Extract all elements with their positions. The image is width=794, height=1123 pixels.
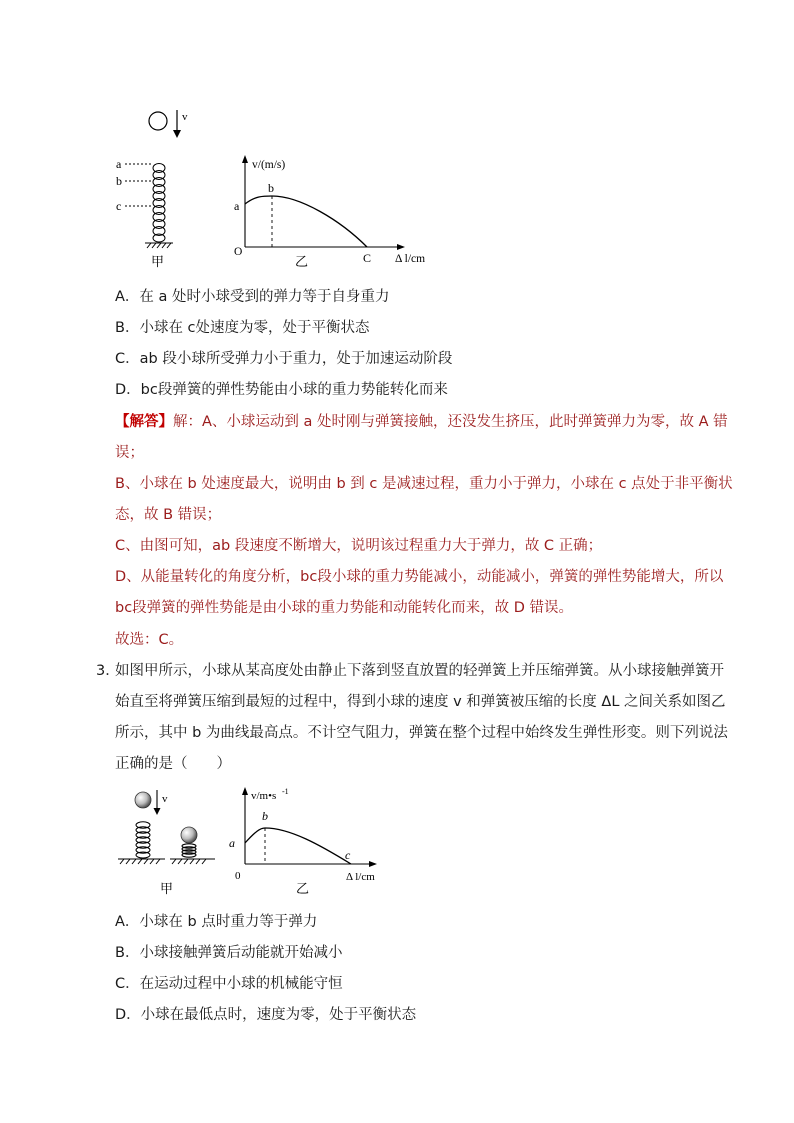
q2-answer-line-3: B、小球在 b 处速度最大，说明由 b 到 c 是减速过程，重力小于弹力，小球在 c 点处于非平衡状 bbox=[115, 476, 733, 492]
fig1-label-a: a bbox=[116, 157, 122, 171]
q3-down-arrow-icon bbox=[154, 808, 161, 815]
q2-option-c[interactable] bbox=[115, 349, 452, 369]
q2-option-a-text: 在 a 处时小球受到的弹力等于自身重力 bbox=[139, 289, 390, 305]
q3-option-b-text: 小球接触弹簧后动能就开始减小 bbox=[139, 945, 343, 961]
relaxed-spring-icon bbox=[136, 822, 150, 858]
q2-answer-line-2: 误； bbox=[115, 445, 144, 461]
q2-answer-line-4: 态，故 B 错误； bbox=[115, 507, 222, 523]
ball-icon bbox=[149, 112, 167, 130]
q2-answer-line-1 bbox=[115, 412, 728, 432]
fig1-label-c: c bbox=[116, 199, 122, 213]
fig2-y-axis-exp: -1 bbox=[282, 787, 289, 796]
q3-stem-line-3: 所示，其中 b 为曲线最高点。不计空气阻力，弹簧在整个过程中始终发生弹性形变。则下列说法 bbox=[115, 725, 728, 741]
q3-option-c-text: 在运动过程中小球的机械能守恒 bbox=[139, 976, 343, 992]
fig1-caption-right: 乙 bbox=[295, 254, 309, 269]
q2-option-a[interactable] bbox=[115, 287, 390, 307]
q3-stem-line-2: 始直至将弹簧压缩到最短的过程中，得到小球的速度 v 和弹簧被压缩的长度 ΔL 之间关系如图乙 bbox=[115, 694, 726, 710]
figure-2 bbox=[110, 780, 395, 900]
q3-option-d-text: 小球在最低点时，速度为零，处于平衡状态 bbox=[140, 1007, 417, 1023]
ground-icon bbox=[145, 243, 173, 248]
fig2-y-axis-label: v/m•s bbox=[251, 790, 277, 802]
q2-option-b-text: 小球在 c处速度为零，处于平衡状态 bbox=[139, 320, 370, 336]
q3-option-c[interactable] bbox=[115, 974, 343, 994]
fig2-caption-left: 甲 bbox=[160, 881, 174, 896]
fig2-peak-label: b bbox=[262, 809, 268, 823]
fig1-velocity-label: v bbox=[182, 111, 188, 123]
fig1-x-axis-label: Δ l/cm bbox=[395, 253, 426, 265]
fig2-chart bbox=[229, 787, 377, 896]
fig1-label-b: b bbox=[116, 174, 122, 188]
q2-option-d[interactable] bbox=[115, 380, 448, 400]
q3-option-a[interactable] bbox=[115, 912, 317, 932]
spring-icon bbox=[153, 164, 165, 243]
q3-option-a-text: 小球在 b 点时重力等于弹力 bbox=[139, 914, 318, 930]
q2-option-c-text: ab 段小球所受弹力小于重力，处于加速运动阶段 bbox=[139, 351, 453, 367]
q3-number: 3． bbox=[96, 663, 120, 679]
q3-stem-line-1: 如图甲所示，小球从某高度处由静止下落到竖直放置的轻弹簧上并压缩弹簧。从小球接触弹簧开 bbox=[115, 663, 724, 679]
q2-option-b[interactable] bbox=[115, 318, 370, 338]
q2-option-d-letter: D． bbox=[115, 382, 141, 398]
q3-option-d-letter: D． bbox=[115, 1007, 141, 1023]
fig1-chart bbox=[234, 155, 425, 269]
q2-option-a-letter: A． bbox=[115, 289, 140, 305]
q2-answer-text-1: 解：A、小球运动到 a 处时刚与弹簧接触，还没发生挤压，此时弹簧弹力为零，故 A 错 bbox=[173, 414, 728, 430]
fig1-velocity-curve bbox=[245, 196, 367, 247]
q2-answer-line-6: D、从能量转化的角度分析，bc段小球的重力势能减小，动能减小，弹簧的弹性势能增大，所以 bbox=[115, 569, 724, 585]
falling-ball-icon bbox=[135, 792, 151, 808]
figure-1 bbox=[105, 100, 450, 275]
q3-option-d[interactable] bbox=[115, 1005, 416, 1025]
fig1-origin-label: O bbox=[234, 246, 243, 258]
q2-option-c-letter: C． bbox=[115, 351, 140, 367]
q2-answer-line-7: bc段弹簧的弹性势能是由小球的重力势能和动能转化而来，故 D 错误。 bbox=[115, 600, 574, 616]
fig1-end-label: C bbox=[363, 251, 372, 265]
compressed-spring-icon bbox=[182, 844, 196, 857]
fig2-origin-label: 0 bbox=[235, 870, 241, 882]
down-arrow-icon bbox=[173, 130, 181, 138]
fig1-peak-label: b bbox=[268, 181, 274, 195]
q3-option-b-letter: B． bbox=[115, 945, 140, 961]
fig1-y-axis-label: v/(m/s) bbox=[252, 159, 286, 171]
fig2-velocity-label: v bbox=[162, 793, 168, 805]
fig2-caption-right: 乙 bbox=[296, 881, 310, 896]
q3-option-a-letter: A． bbox=[115, 914, 140, 930]
q2-answer-line-5: C、由图可知，ab 段速度不断增大，说明该过程重力大于弹力，故 C 正确； bbox=[115, 538, 603, 554]
q3-ground-icon bbox=[118, 859, 215, 864]
q3-option-c-letter: C． bbox=[115, 976, 140, 992]
q3-option-b[interactable] bbox=[115, 943, 342, 963]
fig2-end-label: c bbox=[345, 848, 351, 862]
q2-choice: 故选：C。 bbox=[115, 632, 184, 648]
fig1-y-start-label: a bbox=[234, 199, 240, 213]
q2-answer-tag: 【解答】 bbox=[115, 414, 173, 430]
q2-option-d-text: bc段弹簧的弹性势能由小球的重力势能转化而来 bbox=[140, 382, 448, 398]
fig1-caption-left: 甲 bbox=[151, 254, 165, 269]
q3-stem-line-4: 正确的是（ ） bbox=[115, 756, 231, 772]
compressed-ball-icon bbox=[181, 827, 197, 843]
fig2-y-start-label: a bbox=[229, 836, 235, 850]
fig2-x-axis-label: Δ l/cm bbox=[346, 871, 375, 883]
q2-option-b-letter: B． bbox=[115, 320, 140, 336]
fig2-velocity-curve bbox=[245, 828, 351, 864]
